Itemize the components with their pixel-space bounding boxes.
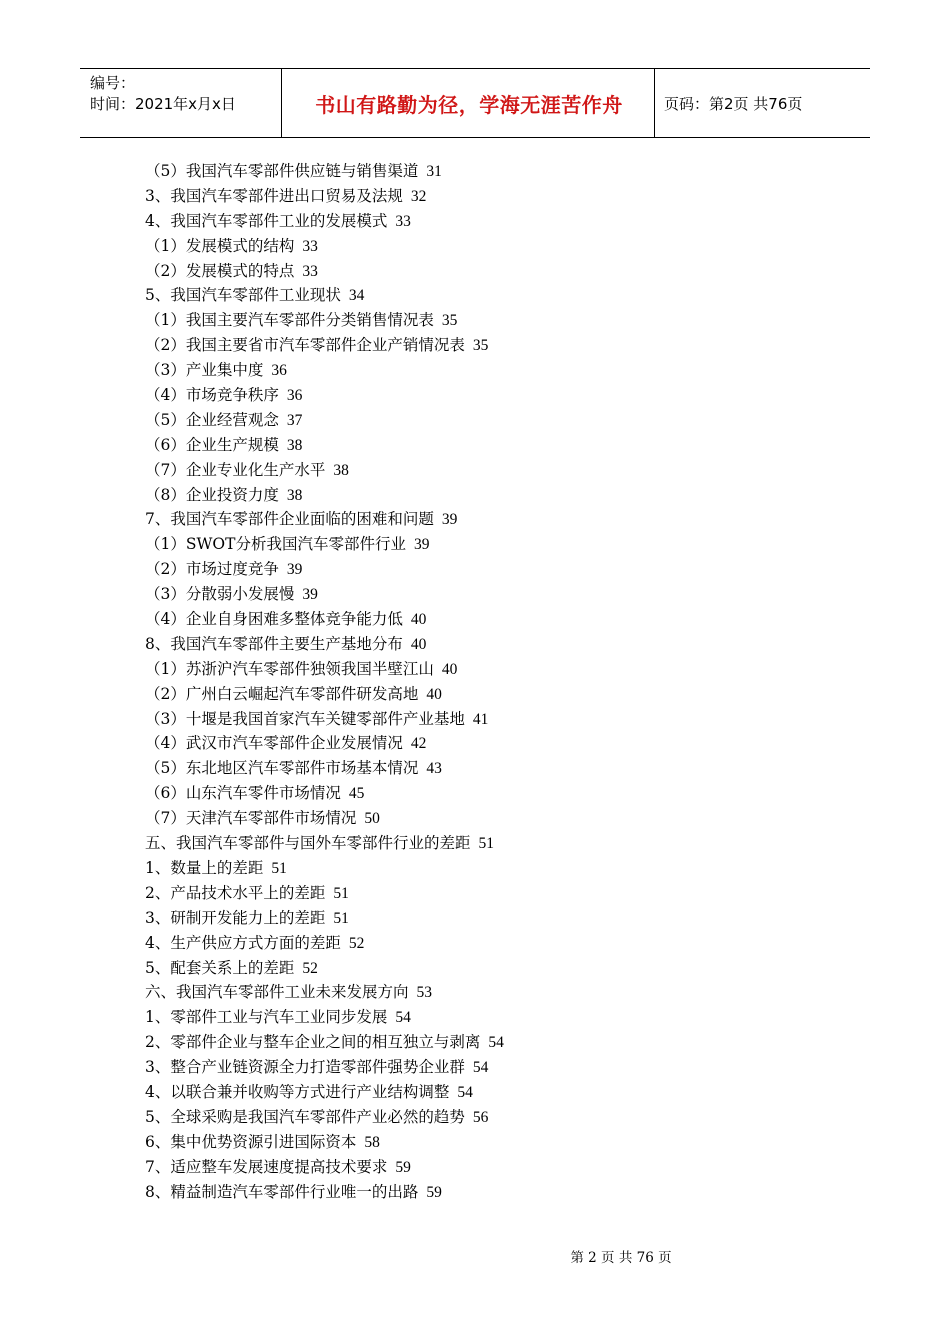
date-label: 时间：2021年x月x日 <box>90 95 236 113</box>
toc-entry-page: 32 <box>410 187 427 205</box>
toc-entry-page: 59 <box>395 1158 411 1176</box>
toc-entry <box>145 383 504 408</box>
toc-entry-title: 五、我国汽车零部件与国外车零部件行业的差距 <box>145 834 471 853</box>
toc-entry-page: 35 <box>472 337 489 355</box>
toc-entry-title: （4）武汉市汽车零部件企业发展情况 <box>145 734 403 753</box>
toc-entry <box>145 632 504 657</box>
toc-entry <box>145 931 504 956</box>
page-footer: 第 2 页 共 76 页 <box>570 1250 672 1266</box>
toc-entry-title: （3）十堰是我国首家汽车关键零部件产业基地 <box>145 709 465 728</box>
toc-entry-title: 2、零部件企业与整车企业之间的相互独立与剥离 <box>145 1033 481 1052</box>
toc-entry-title: 5、全球采购是我国汽车零部件产业必然的趋势 <box>145 1107 465 1126</box>
toc-entry <box>145 358 504 383</box>
toc-entry <box>145 1130 504 1155</box>
toc-entry-page: 40 <box>410 635 427 653</box>
toc-entry-page: 38 <box>333 461 349 479</box>
toc-entry <box>145 1105 504 1130</box>
toc-entry-page: 40 <box>410 611 427 629</box>
header-divider <box>281 69 282 137</box>
toc-entry-title: 4、以联合兼并收购等方式进行产业结构调整 <box>145 1082 450 1101</box>
toc-entry-title: 5、配套关系上的差距 <box>145 958 295 977</box>
toc-entry-page: 39 <box>413 536 430 554</box>
toc-entry-page: 41 <box>472 710 489 728</box>
toc-entry <box>145 831 504 856</box>
toc-entry-title: （1）发展模式的结构 <box>145 236 295 255</box>
toc-entry-title: 4、我国汽车零部件工业的发展模式 <box>145 211 388 230</box>
toc-entry-page: 52 <box>302 959 318 977</box>
toc-entry <box>145 483 504 508</box>
toc-entry-page: 38 <box>286 436 303 454</box>
toc-entry-title: （4）企业自身困难多整体竞争能力低 <box>145 610 403 629</box>
toc-entry <box>145 507 504 532</box>
toc-entry-title: （3）分散弱小发展慢 <box>145 585 295 604</box>
toc-entry-title: 7、我国汽车零部件企业面临的困难和问题 <box>145 510 434 529</box>
toc-entry-title: （4）市场竞争秩序 <box>145 386 279 405</box>
header-motto: 书山有路勤为径，学海无涯苦作舟 <box>315 93 623 117</box>
toc-entry <box>145 980 504 1005</box>
toc-entry-page: 39 <box>286 561 303 579</box>
toc-entry <box>145 557 504 582</box>
toc-entry-page: 54 <box>395 1009 411 1027</box>
toc-entry <box>145 234 504 259</box>
toc-entry-page: 51 <box>333 884 349 902</box>
toc-entry <box>145 159 504 184</box>
toc-entry-title: （8）企业投资力度 <box>145 485 279 504</box>
toc-entry <box>145 906 504 931</box>
toc-entry <box>145 1005 504 1030</box>
toc-entry <box>145 956 504 981</box>
toc-entry <box>145 408 504 433</box>
toc-entry <box>145 184 504 209</box>
toc-entry-page: 54 <box>488 1034 504 1052</box>
toc-entry-page: 39 <box>302 586 318 604</box>
toc-entry-page: 40 <box>441 660 458 678</box>
page-header <box>80 68 870 138</box>
toc-entry-title: （5）企业经营观念 <box>145 410 279 429</box>
toc-entry-title: （1）苏浙沪汽车零部件独领我国半壁江山 <box>145 659 434 678</box>
toc-entry-page: 56 <box>472 1108 489 1126</box>
toc-entry-title: （5）东北地区汽车零部件市场基本情况 <box>145 759 419 778</box>
toc-entry <box>145 756 504 781</box>
toc-entry-title: （6）山东汽车零件市场情况 <box>145 784 341 803</box>
toc-entry-page: 52 <box>348 934 365 952</box>
toc-entry-title: （2）市场过度竞争 <box>145 560 279 579</box>
code-label: 编号： <box>90 74 136 92</box>
toc-entry-title: （7）天津汽车零部件市场情况 <box>145 809 357 828</box>
toc-entry <box>145 458 504 483</box>
toc-entry-title: 8、我国汽车零部件主要生产基地分布 <box>145 634 403 653</box>
toc-entry-page: 36 <box>271 362 287 380</box>
toc-entry <box>145 333 504 358</box>
toc-entry-page: 45 <box>348 785 365 803</box>
toc-entry-page: 40 <box>426 685 442 703</box>
toc-entry-title: 1、数量上的差距 <box>145 858 264 877</box>
toc-entry <box>145 1180 504 1205</box>
toc-entry-page: 37 <box>286 411 303 429</box>
toc-entry <box>145 209 504 234</box>
toc-entry <box>145 682 504 707</box>
toc-entry <box>145 1030 504 1055</box>
toc-entry <box>145 856 504 881</box>
toc-entry <box>145 806 504 831</box>
toc-entry-page: 50 <box>364 810 380 828</box>
toc-entry-title: （6）企业生产规模 <box>145 435 279 454</box>
toc-entry <box>145 731 504 756</box>
toc-entry <box>145 532 504 557</box>
toc-entry-page: 38 <box>286 486 303 504</box>
toc-entry-page: 53 <box>416 984 433 1002</box>
toc-entry-title: 2、产品技术水平上的差距 <box>145 883 326 902</box>
toc-entry-page: 42 <box>410 735 427 753</box>
toc-entry-page: 54 <box>472 1059 489 1077</box>
toc-entry-title: 6、集中优势资源引进国际资本 <box>145 1132 357 1151</box>
toc-entry <box>145 707 504 732</box>
toc-entry-title: （2）广州白云崛起汽车零部件研发高地 <box>145 684 419 703</box>
table-of-contents <box>145 159 504 1204</box>
toc-entry-title: （1）SWOT分析我国汽车零部件行业 <box>145 535 406 554</box>
toc-entry-title: 3、整合产业链资源全力打造零部件强势企业群 <box>145 1058 465 1077</box>
toc-entry <box>145 781 504 806</box>
header-divider <box>654 69 655 137</box>
toc-entry-page: 43 <box>426 760 442 778</box>
toc-entry-page: 39 <box>441 511 458 529</box>
toc-entry-title: 8、精益制造汽车零部件行业唯一的出路 <box>145 1182 419 1201</box>
header-left <box>90 73 236 115</box>
toc-entry <box>145 607 504 632</box>
toc-entry-page: 51 <box>478 835 495 853</box>
toc-entry <box>145 1055 504 1080</box>
toc-entry-title: 3、研制开发能力上的差距 <box>145 908 326 927</box>
toc-entry-page: 51 <box>271 859 287 877</box>
toc-entry-page: 33 <box>302 237 318 255</box>
toc-entry <box>145 308 504 333</box>
toc-entry-page: 31 <box>426 163 442 180</box>
toc-entry <box>145 582 504 607</box>
toc-entry-title: 7、适应整车发展速度提高技术要求 <box>145 1157 388 1176</box>
toc-entry-title: （5）我国汽车零部件供应链与销售渠道 <box>145 162 419 180</box>
toc-entry-title: 5、我国汽车零部件工业现状 <box>145 286 341 305</box>
toc-entry-page: 54 <box>457 1083 473 1101</box>
header-page-info: 页码：第2页 共76页 <box>664 95 803 113</box>
toc-entry <box>145 283 504 308</box>
toc-entry-title: 3、我国汽车零部件进出口贸易及法规 <box>145 186 403 205</box>
toc-entry-title: （7）企业专业化生产水平 <box>145 460 326 479</box>
toc-entry-title: （1）我国主要汽车零部件分类销售情况表 <box>145 311 434 330</box>
toc-entry-title: （2）我国主要省市汽车零部件企业产销情况表 <box>145 336 465 355</box>
toc-entry <box>145 433 504 458</box>
toc-entry <box>145 657 504 682</box>
toc-entry-page: 33 <box>302 262 318 280</box>
toc-entry-page: 59 <box>426 1183 442 1201</box>
toc-entry-page: 58 <box>364 1133 380 1151</box>
toc-entry-title: 六、我国汽车零部件工业未来发展方向 <box>145 983 409 1002</box>
toc-entry-title: （2）发展模式的特点 <box>145 261 295 280</box>
toc-entry-title: 1、零部件工业与汽车工业同步发展 <box>145 1008 388 1027</box>
toc-entry-title: （3）产业集中度 <box>145 361 264 380</box>
toc-entry-title: 4、生产供应方式方面的差距 <box>145 933 341 952</box>
toc-entry <box>145 1155 504 1180</box>
toc-entry-page: 36 <box>286 387 303 405</box>
toc-entry-page: 35 <box>441 312 458 330</box>
toc-entry <box>145 259 504 284</box>
toc-entry <box>145 1080 504 1105</box>
toc-entry-page: 51 <box>333 909 349 927</box>
toc-entry-page: 33 <box>395 212 411 230</box>
toc-entry <box>145 881 504 906</box>
toc-entry-page: 34 <box>348 287 365 305</box>
